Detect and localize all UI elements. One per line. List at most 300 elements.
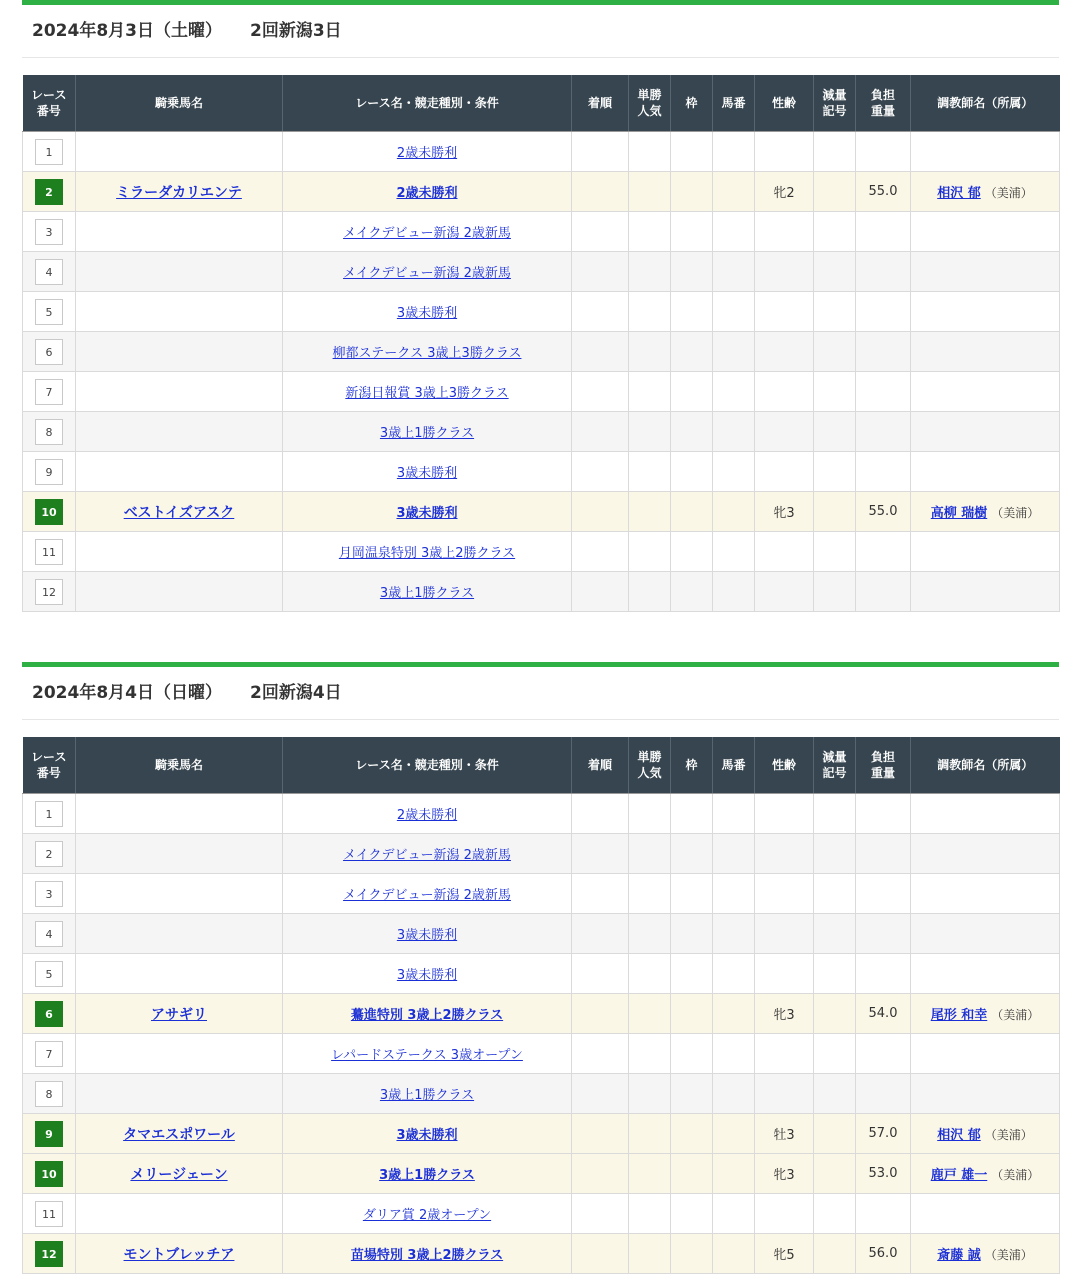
finish-cell: [572, 914, 629, 954]
horse-name-cell: [76, 172, 283, 212]
frame-cell: [671, 412, 713, 452]
finish-cell: [572, 834, 629, 874]
horse-no-cell: [713, 874, 755, 914]
horse-no-cell: [713, 212, 755, 252]
race-number: 1: [35, 801, 63, 827]
horse-no-cell: [713, 1114, 755, 1154]
sex-age-cell: 牝3: [755, 1154, 814, 1194]
race-number-cell: [23, 172, 76, 212]
horse-no-cell: [713, 172, 755, 212]
trainer-cell: [911, 492, 1060, 532]
table-row: [23, 1114, 1060, 1154]
table-row: [23, 292, 1060, 332]
race-name-cell: [283, 492, 572, 532]
race-no-header: レース 番号: [23, 75, 76, 132]
day-heading: [22, 667, 1059, 720]
finish-cell: [572, 1154, 629, 1194]
weight-reduction-cell: [814, 834, 856, 874]
sex-age-cell: [755, 1194, 814, 1234]
race-number-cell: [23, 874, 76, 914]
horse-name-cell: [76, 1194, 283, 1234]
finish-cell: [572, 172, 629, 212]
table-row: [23, 212, 1060, 252]
weight-reduction-cell: [814, 412, 856, 452]
weight-reduction-cell: [814, 1114, 856, 1154]
meeting-day: 2回新潟4日: [249, 683, 342, 703]
race-name-cell: [283, 572, 572, 612]
table-row: [23, 1074, 1060, 1114]
weight-reduction-cell: [814, 794, 856, 834]
table-row: [23, 372, 1060, 412]
finish-cell: [572, 994, 629, 1034]
race-name-cell: [283, 994, 572, 1034]
horse-name-cell: [76, 332, 283, 372]
weight-reduction-cell: [814, 874, 856, 914]
table-row: [23, 332, 1060, 372]
weight-cell: [856, 252, 911, 292]
trainer-affiliation: （美浦）: [991, 506, 1040, 520]
weight-cell: [856, 372, 911, 412]
frame-cell: [671, 1074, 713, 1114]
finish-cell: [572, 1194, 629, 1234]
weight-cell: [856, 452, 911, 492]
frame-cell: [671, 1234, 713, 1274]
race-name-link[interactable]: 3歳上1勝クラス: [379, 426, 475, 441]
weight-cell: [856, 572, 911, 612]
sex-age-cell: [755, 914, 814, 954]
trainer-affiliation: （美浦）: [991, 1168, 1040, 1182]
horse-name-cell: [76, 1034, 283, 1074]
weight-cell: [856, 914, 911, 954]
sex-age-cell: [755, 132, 814, 172]
finish-cell: [572, 252, 629, 292]
finish-cell: [572, 452, 629, 492]
table-header-row: [23, 737, 1060, 794]
race-name-cell: [283, 954, 572, 994]
frame-cell: [671, 1034, 713, 1074]
sex-age-header: 性齢: [755, 737, 814, 794]
trainer-cell: [911, 1074, 1060, 1114]
race-table: [22, 75, 1060, 612]
popularity-cell: [629, 1154, 671, 1194]
trainer-cell: [911, 452, 1060, 492]
popularity-cell: [629, 874, 671, 914]
finish-header: 着順: [572, 737, 629, 794]
weight-reduction-cell: [814, 994, 856, 1034]
sex-age-cell: [755, 452, 814, 492]
race-number-cell: [23, 1194, 76, 1234]
table-row: [23, 492, 1060, 532]
trainer-cell: [911, 1234, 1060, 1274]
trainer-cell: [911, 874, 1060, 914]
race-name-link[interactable]: 3歳未勝利: [396, 968, 458, 983]
horse-name-cell: [76, 1114, 283, 1154]
table-row: [23, 1034, 1060, 1074]
horse-name-cell: [76, 1234, 283, 1274]
finish-cell: [572, 1234, 629, 1274]
trainer-header: 調教師名（所属）: [911, 737, 1060, 794]
race-name-link[interactable]: レパードステークス 3歳オープン: [331, 1048, 523, 1063]
race-name-link[interactable]: 2歳未勝利: [396, 808, 458, 823]
race-name-header: レース名・競走種別・条件: [283, 75, 572, 132]
table-row: [23, 572, 1060, 612]
race-number-cell: [23, 834, 76, 874]
trainer-affiliation: （美浦）: [991, 1008, 1040, 1022]
weight-reduction-cell: [814, 1234, 856, 1274]
frame-cell: [671, 212, 713, 252]
weight-reduction-header: 減量 記号: [814, 75, 856, 132]
horse-no-cell: [713, 492, 755, 532]
race-number: 3: [35, 219, 63, 245]
sex-age-header: 性齢: [755, 75, 814, 132]
race-name-cell: [283, 794, 572, 834]
race-number: 12: [35, 1241, 63, 1267]
race-name-cell: [283, 1154, 572, 1194]
horse-name-cell: [76, 1154, 283, 1194]
race-number-cell: [23, 292, 76, 332]
horse-no-cell: [713, 994, 755, 1034]
table-row: [23, 452, 1060, 492]
race-number: 11: [35, 539, 63, 565]
race-name-link[interactable]: 3歳上1勝クラス: [379, 1088, 475, 1103]
trainer-cell: [911, 914, 1060, 954]
popularity-cell: [629, 794, 671, 834]
race-name-cell: [283, 132, 572, 172]
finish-cell: [572, 1074, 629, 1114]
horse-name-link[interactable]: モントブレッチア: [123, 1246, 235, 1263]
race-number: 5: [35, 299, 63, 325]
popularity-cell: [629, 412, 671, 452]
popularity-cell: [629, 954, 671, 994]
popularity-cell: [629, 1034, 671, 1074]
trainer-cell: [911, 1154, 1060, 1194]
sex-age-cell: [755, 572, 814, 612]
horse-no-cell: [713, 132, 755, 172]
race-name-cell: [283, 1194, 572, 1234]
frame-cell: [671, 1154, 713, 1194]
race-name-link[interactable]: 3歳未勝利: [396, 306, 458, 321]
horse-no-cell: [713, 452, 755, 492]
trainer-cell: [911, 834, 1060, 874]
table-row: [23, 914, 1060, 954]
race-number-cell: [23, 1074, 76, 1114]
weight-cell: [856, 1074, 911, 1114]
horse-name-cell: [76, 212, 283, 252]
trainer-cell: [911, 1194, 1060, 1234]
race-number-cell: [23, 1114, 76, 1154]
horse-no-cell: [713, 914, 755, 954]
horse-name-cell: [76, 452, 283, 492]
finish-cell: [572, 332, 629, 372]
sex-age-cell: 牡3: [755, 1114, 814, 1154]
frame-cell: [671, 994, 713, 1034]
weight-reduction-cell: [814, 1154, 856, 1194]
horse-name-cell: [76, 954, 283, 994]
race-name-link[interactable]: メイクデビュー新潟 2歳新馬: [343, 848, 511, 863]
race-name-link[interactable]: ダリア賞 2歳オープン: [362, 1208, 492, 1223]
finish-cell: [572, 1034, 629, 1074]
race-number: 11: [35, 1201, 63, 1227]
table-row: [23, 954, 1060, 994]
race-number: 8: [35, 419, 63, 445]
race-number-cell: [23, 492, 76, 532]
frame-cell: [671, 1114, 713, 1154]
trainer-link[interactable]: 相沢 郁: [937, 186, 981, 201]
race-name-link[interactable]: 2歳未勝利: [396, 186, 458, 201]
weight-reduction-cell: [814, 172, 856, 212]
race-number-cell: [23, 794, 76, 834]
race-number: 4: [35, 921, 63, 947]
horse-no-cell: [713, 332, 755, 372]
weight-cell: 53.0: [856, 1154, 911, 1194]
race-name-link[interactable]: 月岡温泉特別 3歳上2勝クラス: [338, 546, 516, 561]
race-name-link[interactable]: メイクデビュー新潟 2歳新馬: [343, 888, 511, 903]
weight-reduction-cell: [814, 914, 856, 954]
frame-cell: [671, 1194, 713, 1234]
popularity-cell: [629, 994, 671, 1034]
weight-reduction-cell: [814, 212, 856, 252]
race-name-link[interactable]: 3歳上1勝クラス: [379, 586, 475, 601]
race-name-cell: [283, 332, 572, 372]
trainer-link[interactable]: 尾形 和幸: [930, 1008, 988, 1023]
horse-no-header: 馬番: [713, 737, 755, 794]
weight-cell: [856, 132, 911, 172]
weight-reduction-cell: [814, 1194, 856, 1234]
race-name-cell: [283, 452, 572, 492]
trainer-link[interactable]: 相沢 郁: [937, 1128, 981, 1143]
sex-age-cell: 牝5: [755, 1234, 814, 1274]
horse-name-cell: [76, 252, 283, 292]
weight-cell: [856, 212, 911, 252]
day-section: [22, 662, 1059, 1282]
horse-no-cell: [713, 252, 755, 292]
finish-cell: [572, 572, 629, 612]
weight-reduction-cell: [814, 132, 856, 172]
weight-cell: [856, 412, 911, 452]
trainer-header: 調教師名（所属）: [911, 75, 1060, 132]
race-name-link[interactable]: 2歳未勝利: [396, 146, 458, 161]
race-date: 2024年8月4日（日曜）: [32, 683, 222, 703]
race-number: 6: [35, 1001, 63, 1027]
horse-name-link[interactable]: ミラーダカリエンテ: [116, 184, 242, 201]
race-number: 5: [35, 961, 63, 987]
horse-name-cell: [76, 572, 283, 612]
table-row: [23, 412, 1060, 452]
race-name-link[interactable]: 驀進特別 3歳上2勝クラス: [350, 1008, 504, 1023]
popularity-header: 単勝 人気: [629, 737, 671, 794]
horse-no-cell: [713, 532, 755, 572]
sex-age-cell: [755, 292, 814, 332]
day-section: [22, 0, 1059, 620]
trainer-cell: [911, 212, 1060, 252]
table-row: [23, 252, 1060, 292]
race-number-cell: [23, 994, 76, 1034]
finish-cell: [572, 412, 629, 452]
race-name-link[interactable]: 3歳未勝利: [396, 928, 458, 943]
race-name-cell: [283, 372, 572, 412]
popularity-cell: [629, 1194, 671, 1234]
weight-reduction-cell: [814, 1034, 856, 1074]
race-number: 4: [35, 259, 63, 285]
weight-header: 負担 重量: [856, 737, 911, 794]
weight-header: 負担 重量: [856, 75, 911, 132]
sex-age-cell: [755, 794, 814, 834]
race-name-cell: [283, 532, 572, 572]
race-number-cell: [23, 452, 76, 492]
popularity-cell: [629, 212, 671, 252]
weight-cell: [856, 834, 911, 874]
weight-cell: [856, 532, 911, 572]
table-row: [23, 1234, 1060, 1274]
horse-name-link[interactable]: アサギリ: [151, 1006, 207, 1023]
weight-reduction-cell: [814, 292, 856, 332]
race-number-cell: [23, 412, 76, 452]
trainer-affiliation: （美浦）: [984, 1128, 1033, 1142]
horse-name-link[interactable]: ベストイズアスク: [123, 504, 235, 521]
race-number: 1: [35, 139, 63, 165]
race-number-cell: [23, 914, 76, 954]
race-name-link[interactable]: メイクデビュー新潟 2歳新馬: [343, 226, 511, 241]
horse-no-cell: [713, 1154, 755, 1194]
race-number-cell: [23, 572, 76, 612]
table-row: [23, 794, 1060, 834]
finish-cell: [572, 794, 629, 834]
race-number: 6: [35, 339, 63, 365]
horse-no-cell: [713, 572, 755, 612]
trainer-cell: [911, 1114, 1060, 1154]
horse-name-cell: [76, 914, 283, 954]
race-number: 2: [35, 179, 63, 205]
race-name-link[interactable]: 3歳上1勝クラス: [379, 1168, 475, 1183]
race-name-link[interactable]: メイクデビュー新潟 2歳新馬: [343, 266, 511, 281]
popularity-cell: [629, 292, 671, 332]
race-name-cell: [283, 172, 572, 212]
race-number-cell: [23, 132, 76, 172]
race-name-link[interactable]: 柳都ステークス 3歳上3勝クラス: [332, 346, 522, 361]
popularity-cell: [629, 1074, 671, 1114]
race-name-cell: [283, 252, 572, 292]
sex-age-cell: 牝3: [755, 994, 814, 1034]
race-number: 2: [35, 841, 63, 867]
trainer-affiliation: （美浦）: [984, 1248, 1033, 1262]
frame-cell: [671, 834, 713, 874]
trainer-link[interactable]: 鹿戸 雄一: [930, 1168, 988, 1183]
table-row: [23, 1154, 1060, 1194]
horse-name-link[interactable]: メリージェーン: [130, 1166, 228, 1183]
race-number: 3: [35, 881, 63, 907]
frame-cell: [671, 252, 713, 292]
race-number-cell: [23, 1234, 76, 1274]
finish-cell: [572, 372, 629, 412]
sex-age-cell: 牝2: [755, 172, 814, 212]
horse-no-cell: [713, 412, 755, 452]
weight-cell: [856, 954, 911, 994]
weight-cell: 54.0: [856, 994, 911, 1034]
horse-name-cell: [76, 292, 283, 332]
horse-no-cell: [713, 292, 755, 332]
race-number: 10: [35, 499, 63, 525]
race-number-cell: [23, 954, 76, 994]
trainer-cell: [911, 172, 1060, 212]
popularity-cell: [629, 172, 671, 212]
race-name-link[interactable]: 新潟日報賞 3歳上3勝クラス: [345, 386, 509, 401]
trainer-link[interactable]: 高柳 瑞樹: [930, 506, 988, 521]
popularity-cell: [629, 492, 671, 532]
day-heading: [22, 5, 1059, 58]
horse-name-header: 騎乗馬名: [76, 75, 283, 132]
race-number-cell: [23, 212, 76, 252]
frame-cell: [671, 292, 713, 332]
horse-no-cell: [713, 954, 755, 994]
weight-cell: [856, 292, 911, 332]
trainer-link[interactable]: 斎藤 誠: [937, 1248, 981, 1263]
finish-cell: [572, 1114, 629, 1154]
race-no-header: レース 番号: [23, 737, 76, 794]
weight-cell: [856, 874, 911, 914]
finish-cell: [572, 874, 629, 914]
table-row: [23, 132, 1060, 172]
sex-age-cell: [755, 1074, 814, 1114]
trainer-cell: [911, 372, 1060, 412]
race-number-cell: [23, 332, 76, 372]
frame-cell: [671, 794, 713, 834]
popularity-cell: [629, 532, 671, 572]
weight-cell: [856, 332, 911, 372]
frame-cell: [671, 132, 713, 172]
weight-cell: 55.0: [856, 172, 911, 212]
horse-no-cell: [713, 1034, 755, 1074]
weight-reduction-cell: [814, 954, 856, 994]
frame-cell: [671, 492, 713, 532]
race-name-cell: [283, 1074, 572, 1114]
popularity-header: 単勝 人気: [629, 75, 671, 132]
weight-reduction-header: 減量 記号: [814, 737, 856, 794]
race-number-cell: [23, 532, 76, 572]
race-name-link[interactable]: 3歳未勝利: [396, 506, 458, 521]
meeting-day: 2回新潟3日: [249, 21, 342, 41]
horse-name-header: 騎乗馬名: [76, 737, 283, 794]
horse-no-cell: [713, 1074, 755, 1114]
race-name-link[interactable]: 苗場特別 3歳上2勝クラス: [350, 1248, 504, 1263]
race-number-cell: [23, 372, 76, 412]
table-row: [23, 874, 1060, 914]
race-name-link[interactable]: 3歳未勝利: [396, 466, 458, 481]
sex-age-cell: [755, 332, 814, 372]
horse-name-cell: [76, 1074, 283, 1114]
trainer-cell: [911, 412, 1060, 452]
horse-no-cell: [713, 1234, 755, 1274]
horse-name-cell: [76, 794, 283, 834]
trainer-cell: [911, 332, 1060, 372]
race-date: 2024年8月3日（土曜）: [32, 21, 222, 41]
sex-age-cell: [755, 252, 814, 292]
horse-name-cell: [76, 532, 283, 572]
race-number-cell: [23, 1154, 76, 1194]
race-name-cell: [283, 212, 572, 252]
horse-name-link[interactable]: タマエスポワール: [123, 1126, 235, 1143]
horse-name-cell: [76, 412, 283, 452]
popularity-cell: [629, 1234, 671, 1274]
trainer-cell: [911, 954, 1060, 994]
horse-no-header: 馬番: [713, 75, 755, 132]
weight-cell: [856, 794, 911, 834]
sex-age-cell: [755, 532, 814, 572]
frame-cell: [671, 452, 713, 492]
race-name-link[interactable]: 3歳未勝利: [396, 1128, 458, 1143]
frame-cell: [671, 954, 713, 994]
horse-no-cell: [713, 1194, 755, 1234]
horse-name-cell: [76, 372, 283, 412]
